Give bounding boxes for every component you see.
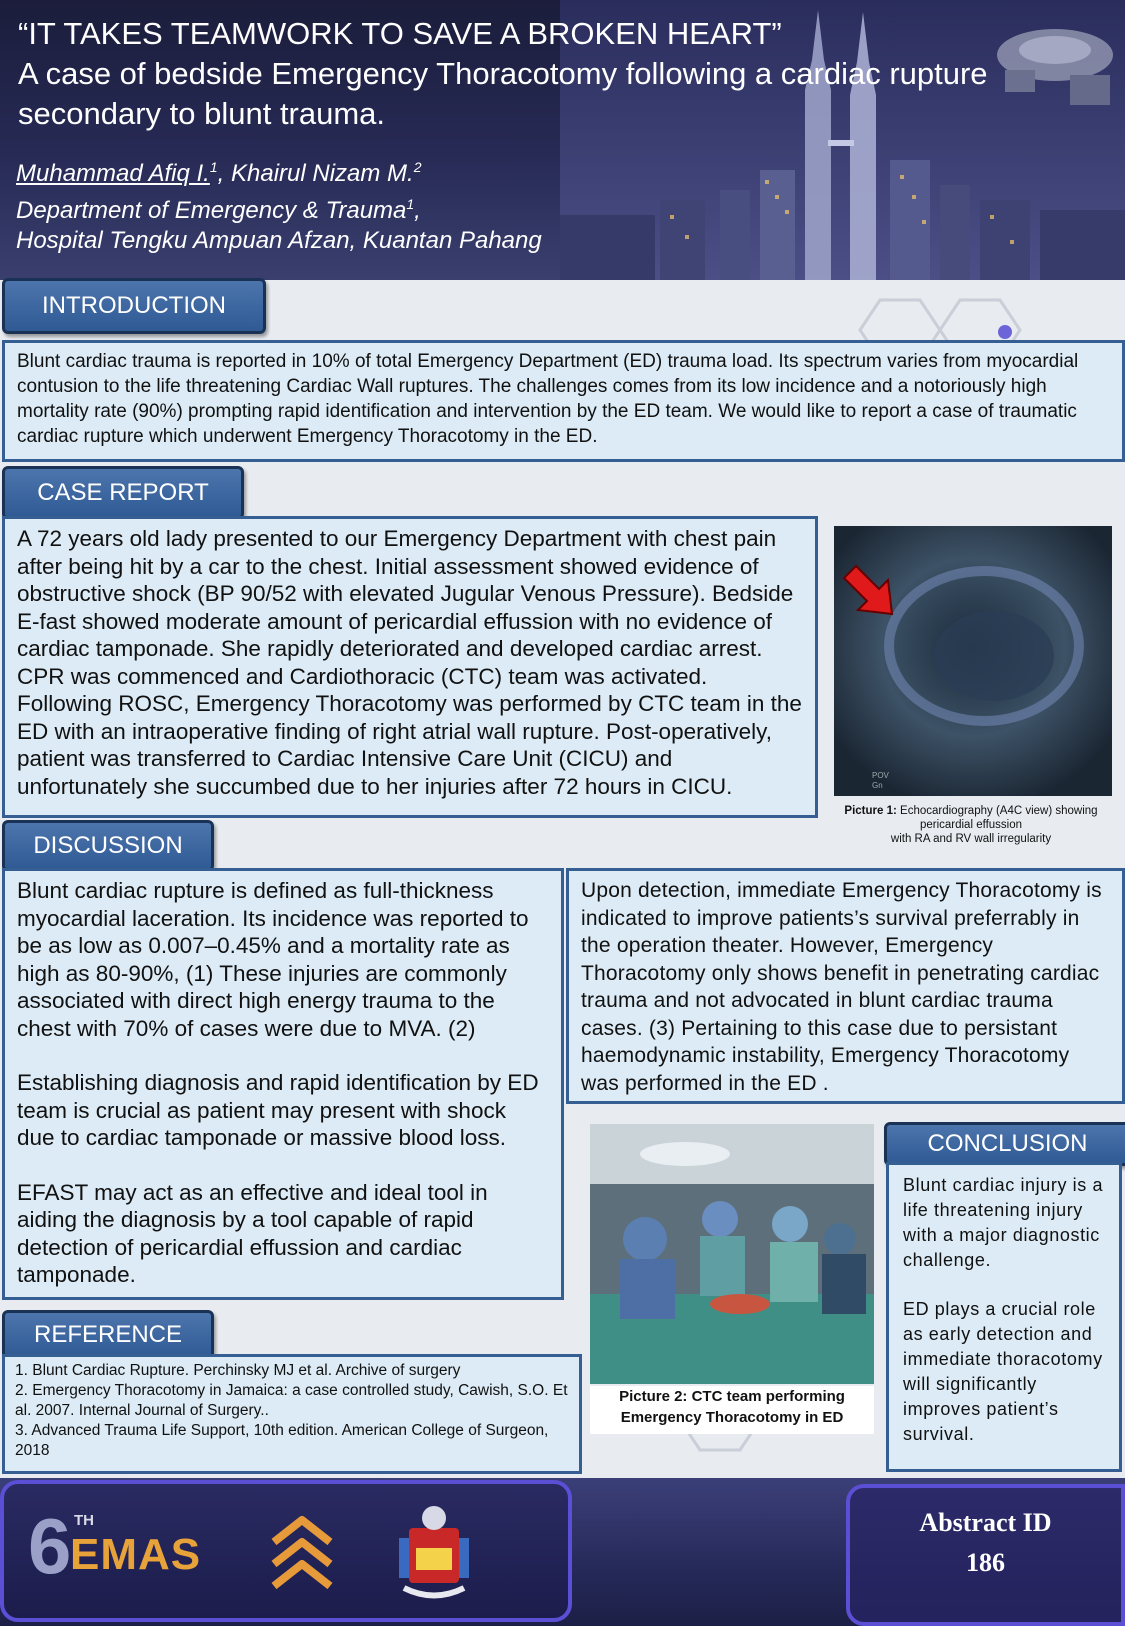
introduction-text: Blunt cardiac trauma is reported in 10% of total Emergency Department (ED) trauma load. Its spectrum varies from myocardial contusion to the life threatening Cardiac Wall ruptures. The challenges comes from its low incidence and a notoriously high mortality rate (90%) prompting rapid identification and intervention by the ED team. We would like to report a case of traumatic cardiac rupture which underwent Emergency Thoracotomy in the ED.: [2, 340, 1125, 462]
picture-2-caption-line2: Emergency Thoracotomy in ED: [620, 1409, 844, 1426]
discussion-paragraph-3: EFAST may act as an effective and ideal tool in aiding the diagnosis by a tool capable of rapid detection of pericardial effussion and cardiac tamponade.: [17, 1179, 488, 1287]
discussion-left-text: [2, 868, 564, 1300]
case-report-heading: CASE REPORT: [2, 466, 244, 520]
discussion-right-text: Upon detection, immediate Emergency Thoracotomy is indicated to improve patients’s survival preferrably in the operation theater. However, Emergency Thoracotomy only shows benefit in penetrating cardiac trauma and not advocated in blunt cardiac trauma cases. (3) Pertaining to this case due to persistant haemodynamic instability, Emergency Thoracotomy was performed in the ED .: [566, 868, 1125, 1104]
case-report-text: A 72 years old lady presented to our Emergency Department with chest pain after being hit by a car to the chest. Initial assessment showed evidence of obstructive shock (BP 90/52 with elevated Jugular Venous Pressure). Bedside E-fast showed moderate amount of pericardial effussion with no evidence of cardiac tamponade. She rapidly deteriorated and developed cardiac arrest. CPR was commenced and Cardiothoracic (CTC) team was activated. Following ROSC, Emergency Thoracotomy was performed by CTC team in the ED with an intraoperative finding of right atrial wall rupture. Post-operatively, patient was transferred to Cardiac Intensive Care Unit (CICU) and unfortunately she succumbed due to her injuries after 72 hours in CICU.: [2, 516, 818, 818]
picture-1-caption-line1: [826, 804, 1116, 818]
reference-heading: REFERENCE: [2, 1310, 214, 1360]
poster-title: [18, 14, 998, 134]
discussion-paragraph-2: Establishing diagnosis and rapid identification by ED team is crucial as patient may present with shock due to cardiac tamponade or massive blood loss.: [17, 1070, 539, 1150]
emas-logo-text: EMAS: [70, 1530, 202, 1579]
abstract-id-panel: [846, 1484, 1125, 1626]
picture-2-caption: [590, 1386, 874, 1434]
poster-header: [0, 0, 1125, 280]
chevron-emblem-icon: [266, 1502, 338, 1602]
title-subtitle: A case of bedside Emergency Thoracotomy following a cardiac rupture secondary to blunt trauma.: [18, 56, 988, 131]
hospital-crest-icon: [394, 1498, 474, 1608]
reference-list: [2, 1354, 582, 1474]
affiliation-1-sup: 1: [406, 196, 415, 212]
conclusion-paragraph-2: ED plays a crucial role as early detection and immediate thoracotomy will significantly improves patient’s survival.: [903, 1299, 1103, 1444]
reference-item: 2. Emergency Thoracotomy in Jamaica: a case controlled study, Cawish, S.O. Et al. 2007. Internal Journal of Surgery..: [15, 1382, 568, 1419]
echocardiography-image: [834, 526, 1112, 796]
picture-1-caption-a: Echocardiography (A4C view) showing: [900, 805, 1098, 817]
picture-2-caption-line1: Picture 2: CTC team performing: [619, 1388, 845, 1405]
echo-screen-label-pov: POV: [872, 771, 889, 780]
conclusion-heading: CONCLUSION: [884, 1122, 1125, 1166]
affiliation-2: Hospital Tengku Ampuan Afzan, Kuantan Pahang: [16, 227, 542, 254]
conclusion-text: [886, 1162, 1122, 1472]
echo-screen-label-gn: Gn: [872, 781, 883, 790]
author-line: [16, 152, 576, 189]
author-2-sup: 2: [413, 159, 422, 175]
emas-logo-sup: TH: [74, 1512, 94, 1529]
title-quote: “IT TAKES TEAMWORK TO SAVE A BROKEN HEART”: [18, 16, 782, 51]
reference-item: 3. Advanced Trauma Life Support, 10th edition. American College of Surgeon, 2018: [15, 1422, 549, 1459]
abstract-id-value: 186: [966, 1548, 1005, 1577]
author-1: Muhammad Afiq I.: [16, 160, 210, 187]
conclusion-paragraph-1: Blunt cardiac injury is a life threatening injury with a major diagnostic challenge.: [903, 1175, 1104, 1270]
reference-item: 1. Blunt Cardiac Rupture. Perchinsky MJ et al. Archive of surgery: [15, 1362, 461, 1379]
affiliation-1: Department of Emergency & Trauma$^1$,: [16, 196, 421, 224]
discussion-heading: DISCUSSION: [2, 820, 214, 872]
picture-1-caption: [826, 804, 1116, 846]
surgery-photo: [590, 1124, 874, 1384]
picture-1-caption-b: pericardial effussion: [919, 819, 1023, 831]
picture-1-caption-c: with RA and RV wall irregularity: [890, 833, 1052, 845]
picture-1-label: Picture 1:: [844, 805, 897, 817]
author-2: , Khairul Nizam M.: [217, 160, 414, 187]
author-block: [16, 152, 576, 256]
emas-logo-number: 6: [28, 1502, 72, 1590]
introduction-heading: INTRODUCTION: [2, 278, 266, 334]
discussion-paragraph-1: Blunt cardiac rupture is defined as full-thickness myocardial laceration. Its incidence was reported to be as low as 0.007–0.45% and a mortality rate as high as 80-90%, (1) These injuries are commonly associated with direct high energy trauma to the chest with 70% of cases were due to MVA. (2): [17, 878, 529, 1041]
affiliation-1-text: Department of Emergency & Trauma: [16, 197, 407, 224]
author-1-sup: 1: [209, 159, 218, 175]
abstract-id-label: Abstract ID: [919, 1508, 1052, 1537]
footer-logo-panel: [0, 1480, 572, 1622]
